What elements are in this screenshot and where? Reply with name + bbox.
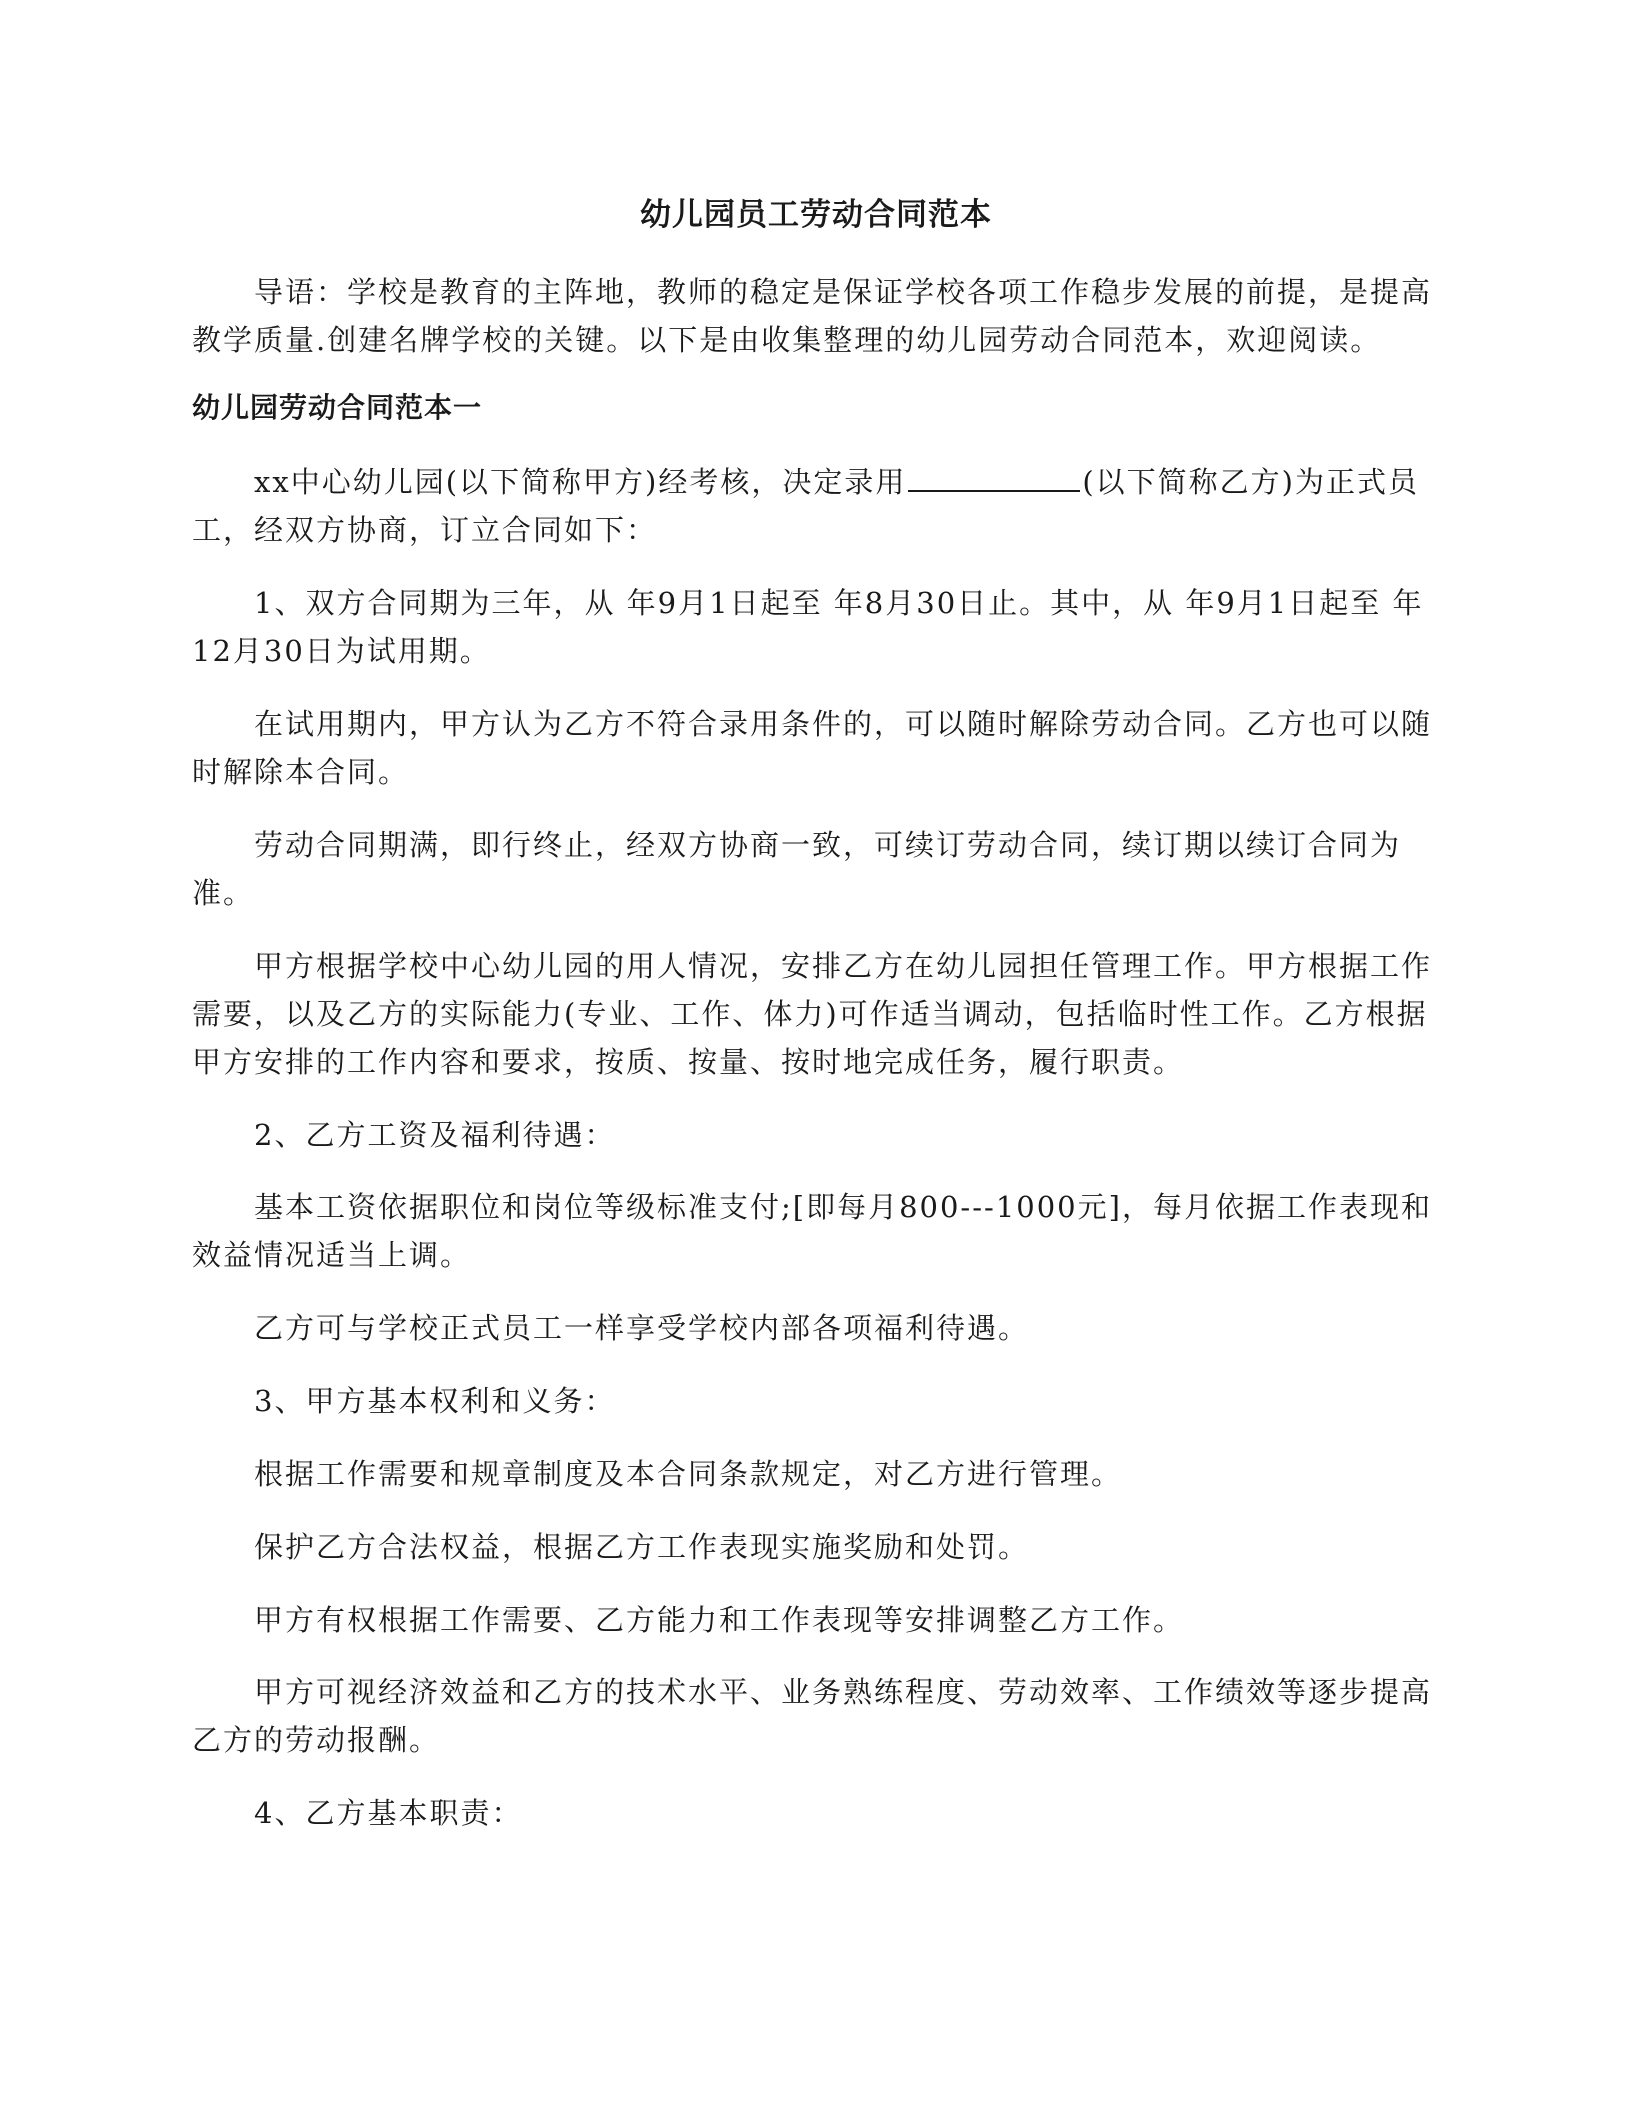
work-adjustment-paragraph: 甲方有权根据工作需要、乙方能力和工作表现等安排调整乙方工作。 [254,1603,1185,1637]
clause-3-heading: 3、甲方基本权利和义务： [254,1384,616,1418]
intro-paragraph: 导语：学校是教育的主阵地，教师的稳定是保证学校各项工作稳步发展的前提，是提高教学质量.创建名牌学校的关键。以下是由收集整理的幼儿园劳动合同范本，欢迎阅读。 [192,275,1433,357]
management-paragraph: 根据工作需要和规章制度及本合同条款规定，对乙方进行管理。 [254,1457,1123,1491]
hire-text-before: xx中心幼儿园(以下简称甲方)经考核，决定录用 [254,465,907,499]
section-heading: 幼儿园劳动合同范本一 [192,391,483,424]
salary-paragraph: 基本工资依据职位和岗位等级标准支付;[即每月800---1000元]，每月依据工作表现和效益情况适当上调。 [192,1190,1432,1272]
name-blank-line [908,460,1080,492]
pay-raise-paragraph: 甲方可视经济效益和乙方的技术水平、业务熟练程度、劳动效率、工作绩效等逐步提高乙方的劳动报酬。 [192,1675,1433,1757]
clause-2-heading: 2、乙方工资及福利待遇： [254,1118,616,1152]
contract-expiry-paragraph: 劳动合同期满，即行终止，经双方协商一致，可续订劳动合同，续订期以续订合同为准。 [192,828,1402,910]
probation-paragraph: 在试用期内，甲方认为乙方不符合录用条件的，可以随时解除劳动合同。乙方也可以随时解除本合同。 [192,707,1433,789]
hire-text-after: (以下简称乙方)为正式员工，经双方协商，订立合同如下： [192,465,1419,547]
hire-paragraph [192,458,1432,554]
job-assignment-paragraph: 甲方根据学校中心幼儿园的用人情况，安排乙方在幼儿园担任管理工作。甲方根据工作需要，以及乙方的实际能力(专业、工作、体力)可作适当调动，包括临时性工作。乙方根据甲方安排的工作内容和要求，按质、按量、按时地完成任务，履行职责。 [192,949,1433,1079]
clause-4-heading: 4、乙方基本职责： [254,1796,523,1830]
rights-protection-paragraph: 保护乙方合法权益，根据乙方工作表现实施奖励和处罚。 [254,1530,1030,1564]
document-title: 幼儿园员工劳动合同范本 [640,197,992,233]
clause-1-paragraph: 1、双方合同期为三年，从 年9月1日起至 年8月30日止。其中，从 年9月1日起至 年12月30日为试用期。 [192,586,1424,668]
benefits-paragraph: 乙方可与学校正式员工一样享受学校内部各项福利待遇。 [254,1311,1030,1345]
